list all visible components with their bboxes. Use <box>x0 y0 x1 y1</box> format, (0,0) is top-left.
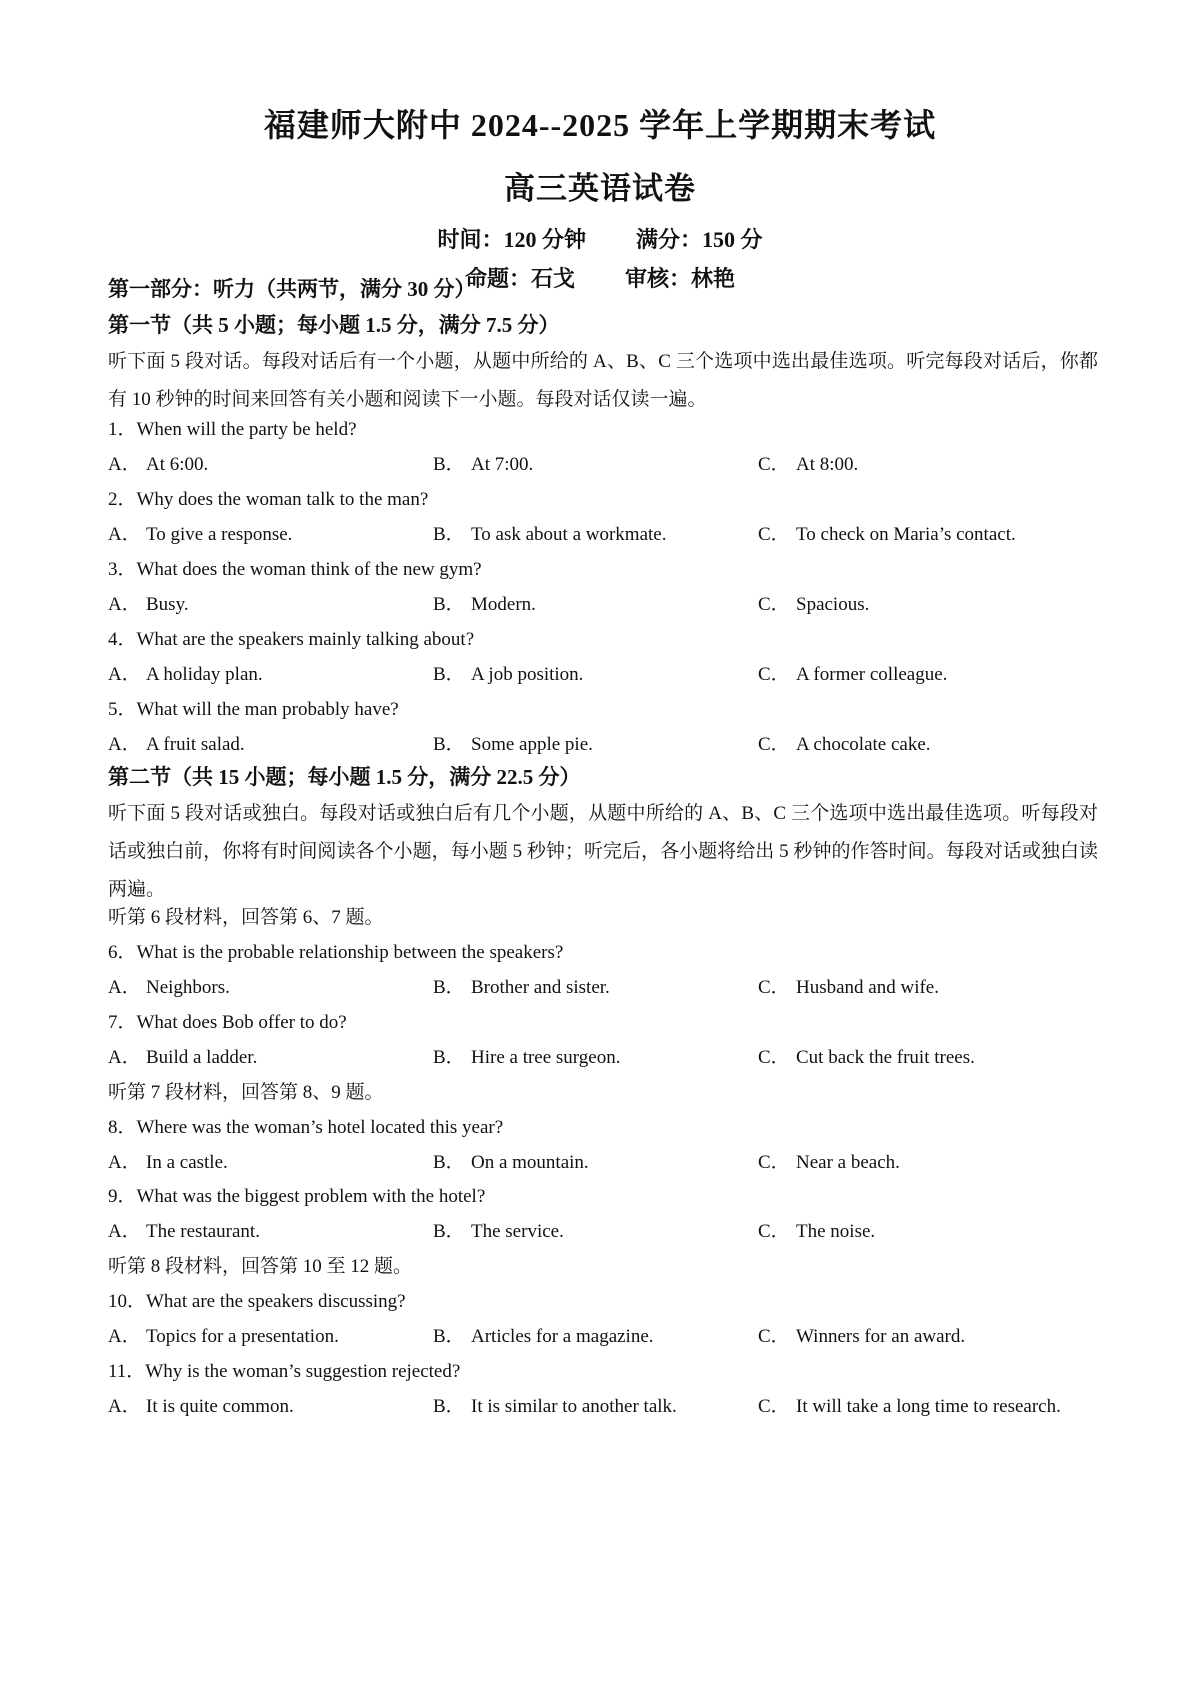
option-b[interactable] <box>433 453 533 477</box>
option-c[interactable] <box>758 453 858 477</box>
option-letter: A． <box>108 1152 141 1173</box>
question-stem: 6．What is the probable relationship between the speakers? <box>108 942 564 963</box>
option-text: To give a response. <box>146 524 293 545</box>
option-text: Topics for a presentation. <box>146 1326 339 1347</box>
option-c[interactable] <box>758 593 869 617</box>
option-text: It will take a long time to research. <box>796 1396 1061 1417</box>
option-text: Articles for a magazine. <box>471 1326 654 1347</box>
question-stem: 4．What are the speakers mainly talking about? <box>108 629 475 650</box>
option-letter: C． <box>758 594 790 615</box>
option-text: Husband and wife. <box>796 977 939 998</box>
option-text: Spacious. <box>796 594 870 615</box>
section2-heading: 第二节（共 15 小题；每小题 1.5 分，满分 22.5 分） <box>108 765 581 789</box>
exam-title: 福建师大附中 2024--2025 学年上学期期末考试 <box>263 107 937 143</box>
question-stem: 2．Why does the woman talk to the man? <box>108 489 429 510</box>
option-b[interactable] <box>433 1220 564 1244</box>
option-c[interactable] <box>758 1395 1061 1419</box>
option-text: Neighbors. <box>146 977 230 998</box>
option-text: Some apple pie. <box>471 734 593 755</box>
option-letter: B． <box>433 454 465 475</box>
option-letter: C． <box>758 734 790 755</box>
option-a[interactable] <box>108 453 208 477</box>
option-text: A chocolate cake. <box>796 734 931 755</box>
option-b[interactable] <box>433 663 583 687</box>
option-letter: A． <box>108 664 141 685</box>
option-text: Build a ladder. <box>146 1047 258 1068</box>
option-c[interactable] <box>758 1151 900 1175</box>
option-letter: B． <box>433 1047 465 1068</box>
option-text: At 7:00. <box>471 454 534 475</box>
material-7-instruction: 听第 7 段材料，回答第 8、9 题。 <box>108 1082 384 1103</box>
option-text: Modern. <box>471 594 536 615</box>
option-b[interactable] <box>433 733 593 757</box>
option-b[interactable] <box>433 1046 620 1070</box>
question-stem: 9．What was the biggest problem with the hotel? <box>108 1186 486 1207</box>
option-b[interactable] <box>433 976 610 1000</box>
option-letter: A． <box>108 594 141 615</box>
option-b[interactable] <box>433 593 536 617</box>
option-letter: C． <box>758 524 790 545</box>
option-text: Busy. <box>146 594 189 615</box>
part1-heading: 第一部分：听力（共两节，满分 30 分） <box>108 277 476 301</box>
option-text: It is quite common. <box>146 1396 294 1417</box>
option-letter: B． <box>433 594 465 615</box>
option-a[interactable] <box>108 733 245 757</box>
option-c[interactable] <box>758 1220 875 1244</box>
option-b[interactable] <box>433 1395 677 1419</box>
option-text: Hire a tree surgeon. <box>471 1047 621 1068</box>
question-stem: 10．What are the speakers discussing? <box>108 1291 406 1312</box>
section1-heading: 第一节（共 5 小题；每小题 1.5 分，满分 7.5 分） <box>108 313 560 337</box>
option-text: At 6:00. <box>146 454 209 475</box>
option-letter: B． <box>433 1326 465 1347</box>
option-text: A holiday plan. <box>146 664 263 685</box>
exam-subtitle: 高三英语试卷 <box>504 171 696 206</box>
option-letter: A． <box>108 734 141 755</box>
option-text: The service. <box>471 1221 564 1242</box>
option-letter: A． <box>108 524 141 545</box>
option-letter: C． <box>758 1047 790 1068</box>
option-c[interactable] <box>758 1046 975 1070</box>
option-c[interactable] <box>758 733 931 757</box>
option-letter: B． <box>433 1152 465 1173</box>
option-a[interactable] <box>108 663 263 687</box>
exam-reviewer: 审核：林艳 <box>625 266 736 291</box>
option-letter: C． <box>758 977 790 998</box>
option-text: A fruit salad. <box>146 734 245 755</box>
option-letter: B． <box>433 1221 465 1242</box>
option-letter: A． <box>108 1221 141 1242</box>
exam-time: 时间：120 分钟 <box>437 227 586 252</box>
option-text: To ask about a workmate. <box>471 524 667 545</box>
option-c[interactable] <box>758 523 1016 547</box>
option-letter: A． <box>108 1326 141 1347</box>
section2-instructions: 听下面 5 段对话或独白。每段对话或独白后有几个小题，从题中所给的 A、B、C 三个选项中选出最佳选项。听每段对话或独白前，你将有时间阅读各个小题，每小题 5 秒钟；听完后，各小题将给出 5 秒钟的作答时间。每段对话或独白读两遍。 <box>108 803 1098 900</box>
option-letter: B． <box>433 977 465 998</box>
option-letter: C． <box>758 454 790 475</box>
question-stem: 3．What does the woman think of the new gym? <box>108 559 482 580</box>
option-b[interactable] <box>433 1151 589 1175</box>
option-c[interactable] <box>758 1325 965 1349</box>
question-stem: 5．What will the man probably have? <box>108 699 399 720</box>
option-letter: B． <box>433 734 465 755</box>
option-a[interactable] <box>108 1395 294 1419</box>
option-text: Winners for an award. <box>796 1326 966 1347</box>
option-a[interactable] <box>108 1046 257 1070</box>
option-b[interactable] <box>433 523 666 547</box>
option-c[interactable] <box>758 663 947 687</box>
option-text: Cut back the fruit trees. <box>796 1047 975 1068</box>
question-stem: 1．When will the party be held? <box>108 419 357 440</box>
option-a[interactable] <box>108 976 230 1000</box>
option-text: The restaurant. <box>146 1221 260 1242</box>
option-a[interactable] <box>108 523 292 547</box>
exam-time-score <box>0 223 1200 254</box>
option-letter: C． <box>758 664 790 685</box>
question-stem: 11．Why is the woman’s suggestion rejected? <box>108 1361 461 1382</box>
option-a[interactable] <box>108 1151 228 1175</box>
option-letter: A． <box>108 1396 141 1417</box>
option-letter: C． <box>758 1221 790 1242</box>
option-text: The noise. <box>796 1221 876 1242</box>
option-a[interactable] <box>108 1220 260 1244</box>
option-text: Near a beach. <box>796 1152 900 1173</box>
option-text: A former colleague. <box>796 664 948 685</box>
option-letter: A． <box>108 977 141 998</box>
question-stem: 8．Where was the woman’s hotel located this year? <box>108 1117 504 1138</box>
section1-instructions: 听下面 5 段对话。每段对话后有一个小题，从题中所给的 A、B、C 三个选项中选出最佳选项。听完每段对话后，你都有 10 秒钟的时间来回答有关小题和阅读下一小题。每段对话仅读一遍。 <box>108 351 1098 410</box>
option-letter: A． <box>108 1047 141 1068</box>
option-letter: B． <box>433 664 465 685</box>
option-letter: B． <box>433 1396 465 1417</box>
option-text: On a mountain. <box>471 1152 589 1173</box>
option-text: It is similar to another talk. <box>471 1396 677 1417</box>
exam-full-score: 满分：150 分 <box>636 227 763 252</box>
option-b[interactable] <box>433 1325 654 1349</box>
option-letter: C． <box>758 1326 790 1347</box>
material-8-instruction: 听第 8 段材料，回答第 10 至 12 题。 <box>108 1256 413 1277</box>
option-text: At 8:00. <box>796 454 859 475</box>
option-letter: A． <box>108 454 141 475</box>
option-text: Brother and sister. <box>471 977 610 998</box>
option-letter: C． <box>758 1152 790 1173</box>
option-a[interactable] <box>108 1325 339 1349</box>
option-a[interactable] <box>108 593 189 617</box>
option-letter: C． <box>758 1396 790 1417</box>
option-text: A job position. <box>471 664 584 685</box>
option-c[interactable] <box>758 976 939 1000</box>
question-stem: 7．What does Bob offer to do? <box>108 1012 347 1033</box>
option-text: To check on Maria’s contact. <box>796 524 1016 545</box>
exam-author: 命题：石戈 <box>464 266 575 291</box>
option-text: In a castle. <box>146 1152 228 1173</box>
option-letter: B． <box>433 524 465 545</box>
material-6-instruction: 听第 6 段材料，回答第 6、7 题。 <box>108 907 384 928</box>
